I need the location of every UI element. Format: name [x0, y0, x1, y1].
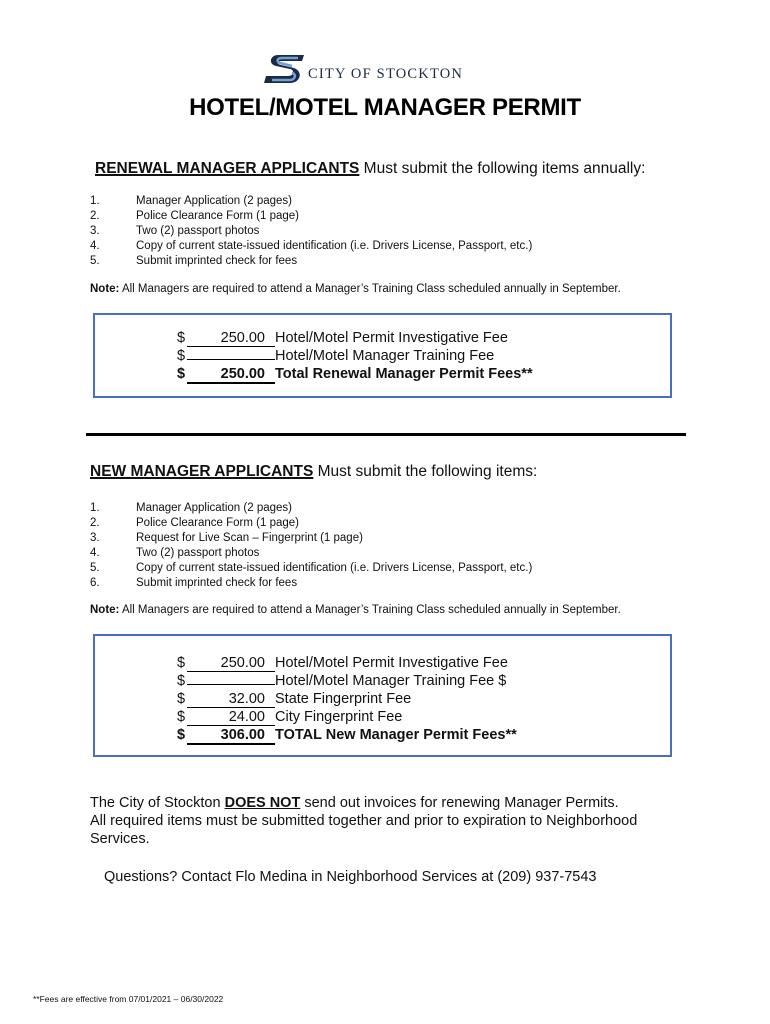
invoice-notice: [90, 794, 690, 848]
list-item: 1. Manager Application (2 pages): [90, 195, 292, 207]
list-item: 4. Copy of current state-issued identification (i.e. Drivers License, Passport, etc.): [90, 240, 533, 252]
city-logo: [264, 52, 463, 86]
new-heading-bold: NEW MANAGER APPLICANTS: [90, 463, 314, 480]
list-item: 3. Two (2) passport photos: [90, 225, 260, 237]
fee-row: $ 250.00 Hotel/Motel Permit Investigative Fee: [177, 330, 508, 346]
invoice-line-1: The City of Stockton DOES NOT send out invoices for renewing Manager Permits.: [90, 795, 619, 811]
renewal-fee-box: [93, 313, 672, 398]
renewal-heading-bold: RENEWAL MANAGER APPLICANTS: [95, 160, 360, 177]
list-item: 1. Manager Application (2 pages): [90, 502, 292, 514]
new-fee-box: [93, 634, 672, 757]
list-item: 2. Police Clearance Form (1 page): [90, 517, 299, 529]
invoice-line-2: All required items must be submitted together and prior to expiration to Neighborhood Services.: [90, 813, 638, 847]
list-item: 4. Two (2) passport photos: [90, 547, 260, 559]
fee-row: $ 250.00 Hotel/Motel Permit Investigative Fee: [177, 655, 508, 671]
page-title: HOTEL/MOTEL MANAGER PERMIT: [189, 94, 581, 121]
renewal-items-list: [90, 194, 532, 269]
new-heading: [90, 463, 537, 481]
fee-row: $ 32.00 State Fingerprint Fee: [177, 691, 412, 707]
logo-text: CITY OF STOCKTON: [308, 66, 464, 82]
fee-row: $ Hotel/Motel Manager Training Fee: [177, 348, 495, 364]
does-not-emphasis: DOES NOT: [224, 795, 301, 811]
section-divider: [86, 433, 686, 436]
fee-total-row: $ 250.00 Total Renewal Manager Permit Fees**: [177, 366, 533, 382]
list-item: 5. Copy of current state-issued identification (i.e. Drivers License, Passport, etc.): [90, 562, 533, 574]
list-item: 2. Police Clearance Form (1 page): [90, 210, 299, 222]
list-item: 6. Submit imprinted check for fees: [90, 577, 298, 589]
renewal-note: Note: All Managers are required to attend a Manager’s Training Class scheduled annually in September.: [90, 283, 621, 295]
new-heading-rest: Must submit the following items:: [313, 463, 538, 480]
questions-contact: Questions? Contact Flo Medina in Neighborhood Services at (209) 937-7543: [104, 869, 597, 885]
fee-total-row: $ 306.00 TOTAL New Manager Permit Fees**: [177, 727, 517, 743]
list-item: 5. Submit imprinted check for fees: [90, 255, 298, 267]
renewal-heading-rest: Must submit the following items annually:: [359, 160, 646, 177]
list-item: 3. Request for Live Scan – Fingerprint (1 page): [90, 532, 363, 544]
city-of-stockton-s-logo-icon: [264, 52, 306, 86]
fees-effective-footer: **Fees are effective from 07/01/2021 – 06/30/2022: [33, 994, 224, 1004]
fee-row: $ 24.00 City Fingerprint Fee: [177, 709, 403, 725]
new-items-list: [90, 501, 532, 591]
fee-row: $ Hotel/Motel Manager Training Fee $: [177, 673, 507, 689]
renewal-heading: [95, 160, 645, 178]
new-note: Note: All Managers are required to attend a Manager’s Training Class scheduled annually in September.: [90, 604, 621, 616]
